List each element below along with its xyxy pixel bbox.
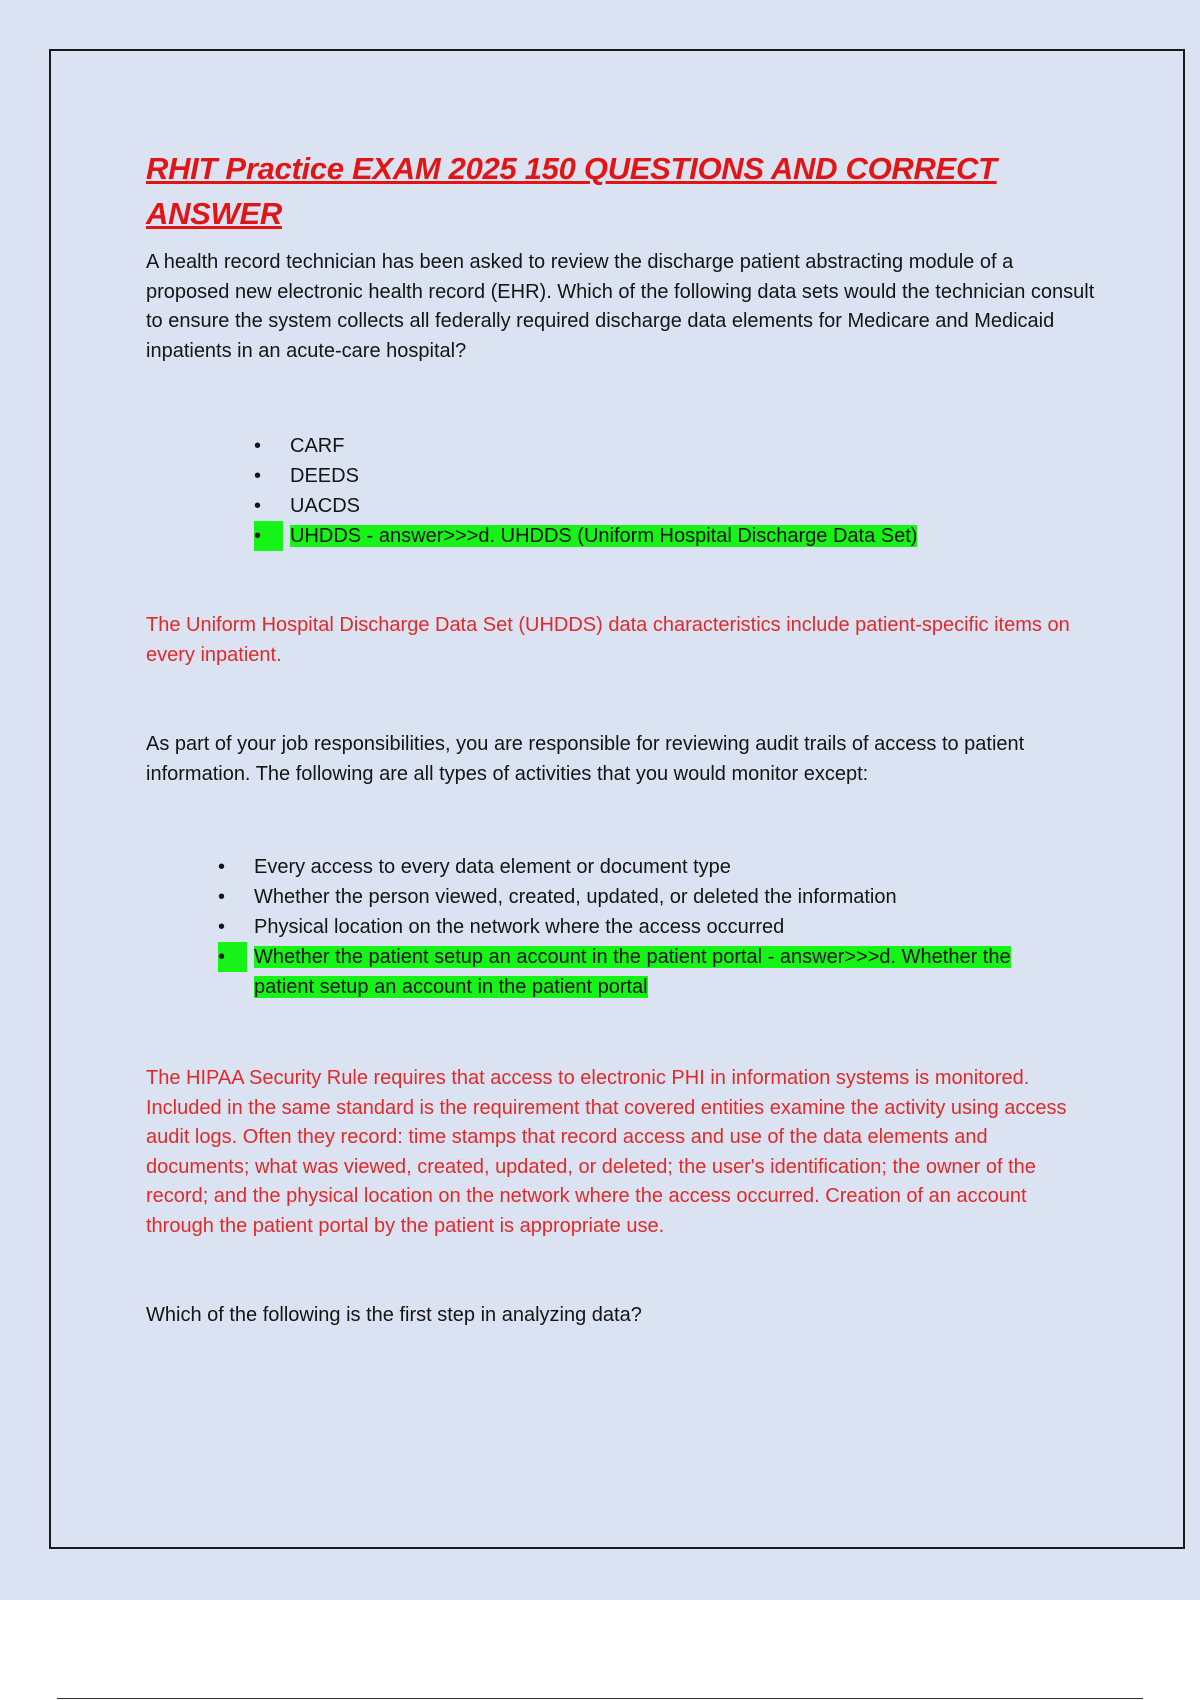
document-content bbox=[146, 146, 1096, 1331]
question-2-explanation: The HIPAA Security Rule requires that access to electronic PHI in information systems is monitored. Included in the same standard is the requirement that covered entities examine the activity using access audit logs. Often they record: time stamps that record access and use of the data elements and documents; what was viewed, created, updated, or deleted; the user's identification; the owner of the record; and the physical location on the network where the access occurred. Creation of an account through the patient portal by the patient is appropriate use. bbox=[146, 1067, 1067, 1237]
correct-answer-option bbox=[218, 942, 1096, 1002]
option-label: CARF bbox=[290, 435, 345, 457]
bullet-icon: • bbox=[218, 856, 226, 878]
footer-rule bbox=[57, 1698, 1143, 1699]
option-item bbox=[254, 431, 1096, 461]
option-item bbox=[218, 852, 1096, 882]
option-item bbox=[254, 491, 1096, 521]
document-title: RHIT Practice EXAM 2025 150 QUESTIONS AND CORRECT ANSWER bbox=[146, 151, 997, 231]
bullet-icon: • bbox=[218, 916, 226, 938]
option-label: Whether the person viewed, created, updated, or deleted the information bbox=[254, 886, 897, 908]
question-2-text: As part of your job responsibilities, you are responsible for reviewing audit trails of access to patient information. The following are all types of activities that you would monitor except: bbox=[146, 733, 1025, 785]
bullet-icon: • bbox=[218, 886, 226, 908]
option-label: UACDS bbox=[290, 495, 361, 517]
bullet-icon: • bbox=[218, 942, 247, 972]
question-2-options bbox=[146, 852, 1096, 1002]
option-item bbox=[218, 882, 1096, 912]
option-label: DEEDS bbox=[290, 465, 359, 487]
option-item bbox=[254, 461, 1096, 491]
correct-answer-label: Whether the patient setup an account in the patient portal - answer>>>d. Whether the patient setup an account in the patient portal bbox=[254, 946, 1011, 998]
bullet-icon: • bbox=[254, 465, 262, 487]
question-3-text: Which of the following is the first step in analyzing data? bbox=[146, 1304, 642, 1326]
bullet-icon: • bbox=[254, 495, 262, 517]
option-item bbox=[218, 912, 1096, 942]
correct-answer-label: UHDDS - answer>>>d. UHDDS (Uniform Hospital Discharge Data Set) bbox=[290, 525, 918, 547]
question-1-explanation: The Uniform Hospital Discharge Data Set (UHDDS) data characteristics include patient-specific items on every inpatient. bbox=[146, 614, 1070, 666]
bullet-icon: • bbox=[254, 435, 262, 457]
option-label: Every access to every data element or document type bbox=[254, 856, 731, 878]
question-1-options bbox=[146, 431, 1096, 551]
question-1-text: A health record technician has been asked to review the discharge patient abstracting module of a proposed new electronic health record (EHR). Which of the following data sets would the technician consult to ensure the system collects all federally required discharge data elements for Medicare and Medicaid inpatients in an acute-care hospital? bbox=[146, 251, 1095, 362]
correct-answer-option bbox=[254, 521, 1096, 551]
bullet-icon: • bbox=[254, 521, 283, 551]
option-label: Physical location on the network where the access occurred bbox=[254, 916, 785, 938]
